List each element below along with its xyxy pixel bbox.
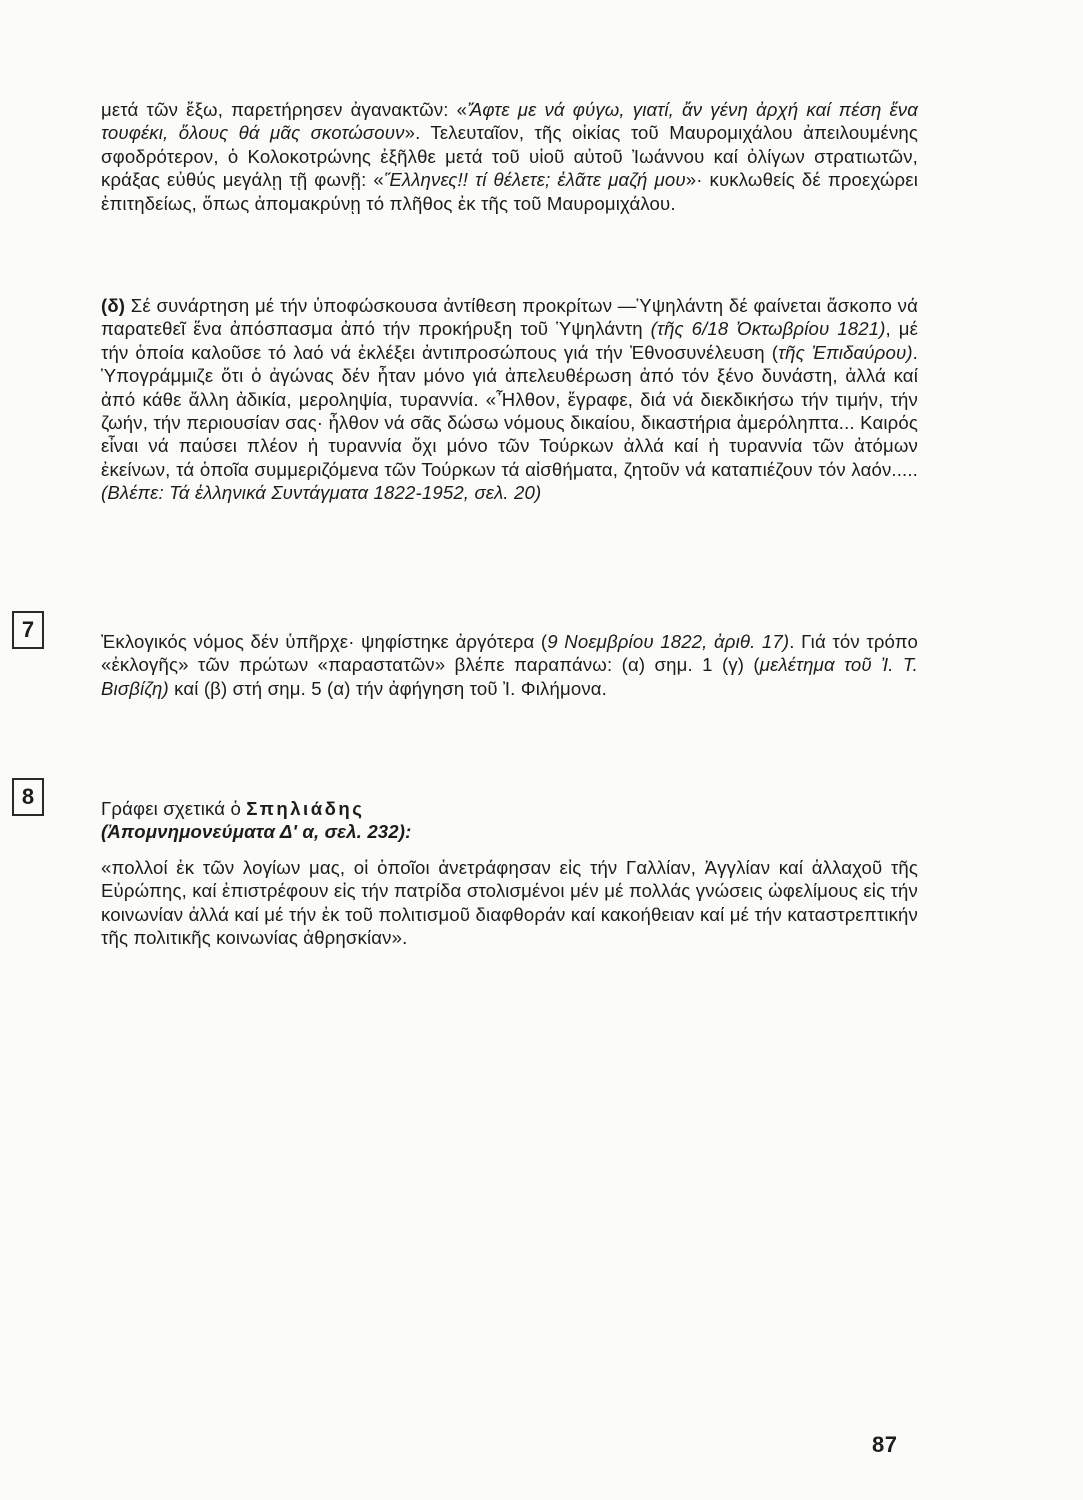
section-d-text-1: Σέ συνάρτηση μέ τήν ὑποφώσκουσα ἀντίθεση προκρίτων —Ὑψηλάντη δέ φαίνεται ἄσκοπο νά παρατεθεῖ ἕνα ἀπόσπασμα ἀπό τήν προκήρυξη τοῦ Ὑψηλάντη [101,295,918,340]
section-d-text-2: , μέ τήν ὁποία καλοῦσε τό λαό νά ἐκλέξει ἀντιπροσώπους γιά τήν Ἐθνοσυνέλευση ( [101,318,919,363]
note-7-date: 9 Νοεμβρίου 1822, ἀριθ. 17) [547,631,790,652]
section-d-assembly: τῆς Ἐπιδαύρου) [778,341,913,363]
note-8-quote: «πολλοί ἐκ τῶν λογίων μας, οἱ ὁποῖοι ἀνετράφησαν εἰς τήν Γαλλίαν, Ἀγγλίαν καί ἀλλαχοῦ τῆς Εὐρώπης, καί ἐπιστρέφουν εἰς τήν πατρίδα στολισμένοι μέν μέ πολλάς γνώσεις ὠφελίμους εἰς τήν κοινωνίαν ἀλλά καί μέ τήν ἐκ τοῦ πολιτισμοῦ διαφθοράν καί κακοήθειαν καί μέ τήν καταστρεπτικήν τῆς πολιτικῆς κοινωνίας ἀθρησκίαν». [101,857,918,949]
note-8-marker: 8 [12,778,44,816]
note-7-marker: 7 [12,611,44,649]
note-8-intro: Γράφει σχετικά ὁ [101,798,247,819]
note-7-text-2: . Γιά τόν τρόπο «ἐκλογῆς» τῶν πρώτων «παραστατῶν» βλέπε παραπάνω: (α) σημ. 1 (γ) ( [101,631,918,676]
intro-text-1: μετά τῶν ἔξω, παρετήρησεν ἀγανακτῶν: « [101,99,468,120]
intro-quote-1: Ἄφτε με νά φύγω, γιατί, ἄν γένη ἀρχή καί πέση ἕνα τουφέκι, ὅλους θά μᾶς σκοτώσουν [101,99,918,144]
note-7-text-1: Ἐκλογικός νόμος δέν ὑπῆρχε· ψηφίστηκε ἀργότερα ( [101,631,548,652]
section-d-label: (δ) [101,295,126,316]
section-d-reference: (Βλέπε: Τά ἑλληνικά Συντάγματα 1822-1952, σελ. 20) [101,482,542,504]
section-d-text-3: . Ὑπογράμμιζε ὅτι ὁ ἀγώνας δέν ἦταν μόνο γιά ἀπελευθέρωση ἀπό τόν ξένο δυνάστη, ἀλλά καί ἀπό κάθε ἄλλη ἀδικία, μεροληψία, τυραννία. «Ἦλθον, ἔγραφε, διά νά διεκδικήσω τήν τιμήν, τήν ζωήν, τήν περιουσίαν σας· ἦλθον νά σᾶς δώσω νόμους δικαίου, δικαστήρια ἀμερόληπτα... Καιρός εἶναι νά παύσει πλέον ἡ τυραννία ὄχι μόνο τῶν Τούρκων ἀλλά καί ἡ τυραννία τῶν ἀτόμων ἐκείνων, τά ὁποῖα συμμεριζόμενα τῶν Τούρκων τά αἰσθήματα, ζητοῦν νά καταπιέζουν τόν λαόν..... [101,341,918,480]
note-8-source: (Ἀπομνημονεύματα Δ' α, σελ. 232): [101,821,412,843]
section-d-date: (τῆς 6/18 Ὀκτωβρίου 1821) [650,318,886,340]
note-7-text-3: καί (β) στή σημ. 5 (α) τήν ἀφήγηση τοῦ Ἰ. Φιλήμονα. [168,677,607,699]
note-8-quote-paragraph [101,856,918,950]
intro-quote-2: Ἕλληνες!! τί θέλετε; ἐλᾶτε μαζή μου [383,169,686,191]
page-number: 87 [872,1432,898,1457]
note-8-heading [101,797,918,844]
intro-paragraph [101,98,918,215]
note-7-paragraph [101,630,918,700]
intro-text-3: »· κυκλωθείς δέ προεχώρει ἐπιτηδείως, ὅπως ἀπομακρύνῃ τό πλῆθος ἐκ τῆς τοῦ Μαυρομιχάλου. [101,169,919,214]
intro-text-2: ». Τελευταῖον, τῆς οἰκίας τοῦ Μαυρομιχάλου ἀπειλουμένης σφοδρότερον, ὁ Κολοκοτρώνης ἐξῆλθε μετά τοῦ υἱοῦ αὐτοῦ Ἰωάννου καί ὀλίγων στρατιωτῶν, κράξας εὐθύς μεγάλῃ τῇ φωνῇ: « [101,122,918,191]
note-8-author: Σπηλιάδης [246,798,365,819]
section-d-paragraph [101,294,918,505]
note-7-reference: μελέτημα τοῦ Ἰ. Τ. Βισβίζη) [101,654,918,699]
